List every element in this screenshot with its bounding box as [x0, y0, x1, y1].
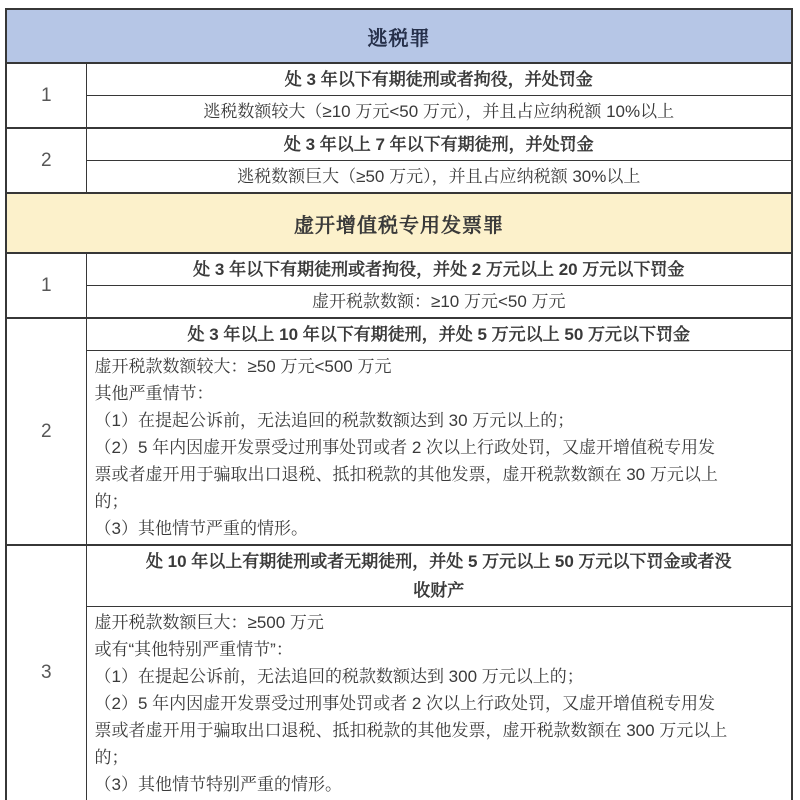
condition-line: （2）5 年内因虚开发票受过刑事处罚或者 2 次以上行政处罚，又虚开增值税专用发: [94, 694, 716, 713]
table-row: [6, 286, 792, 319]
sentence-cell: [86, 253, 792, 286]
sentence-cell: [86, 63, 792, 96]
condition-line: 票或者虚开用于骗取出口退税、抵扣税款的其他发票，虚开税款数额在 300 万元以上: [94, 721, 728, 740]
condition-line: 逃税数额巨大（≥50 万元），并且占应纳税额 30%以上: [237, 167, 641, 186]
sentence-cell: [86, 318, 792, 351]
row-number: 2: [6, 128, 86, 193]
condition-line: 逃税数额较大（≥10 万元<50 万元），并且占应纳税额 10%以上: [203, 102, 675, 121]
condition-cell: [86, 351, 792, 546]
section-header-tax-evasion: [6, 9, 792, 63]
sentence-line: 处 3 年以上 10 年以下有期徒刑，并处 5 万元以上 50 万元以下罚金: [187, 325, 690, 344]
table-row: [6, 545, 792, 607]
condition-line: 虚开税款数额巨大：≥500 万元: [94, 613, 324, 632]
table-row: [6, 128, 792, 161]
table-row: [6, 96, 792, 129]
condition-cell: [86, 607, 792, 800]
condition-line: 或有“其他特别严重情节”：: [94, 640, 293, 659]
table-row: [6, 318, 792, 351]
condition-cell: [86, 161, 792, 194]
condition-line: （2）5 年内因虚开发票受过刑事处罚或者 2 次以上行政处罚，又虚开增值税专用发: [94, 438, 716, 457]
condition-line: 虚开税款数额较大：≥50 万元<500 万元: [94, 357, 392, 376]
section-header-vat-invoice: [6, 193, 792, 253]
condition-line: （3）其他情节特别严重的情形。: [94, 775, 342, 794]
row-number: 1: [6, 63, 86, 128]
condition-cell: [86, 286, 792, 319]
condition-line: 其他严重情节：: [94, 384, 214, 403]
condition-line: 虚开税款数额：≥10 万元<50 万元: [311, 292, 566, 311]
condition-line: 票或者虚开用于骗取出口退税、抵扣税款的其他发票，虚开税款数额在 30 万元以上: [94, 465, 718, 484]
row-number: 1: [6, 253, 86, 318]
table-row: [6, 253, 792, 286]
condition-line: 的；: [94, 748, 129, 767]
row-number: 3: [6, 545, 86, 800]
penalty-table: [5, 8, 793, 800]
table-row: [6, 63, 792, 96]
table-row: [6, 607, 792, 800]
sentence-cell: [86, 545, 792, 607]
section-title: 虚开增值税专用发票罪: [6, 193, 792, 253]
sentence-cell: [86, 128, 792, 161]
row-number: 2: [6, 318, 86, 545]
section-title: 逃税罪: [6, 9, 792, 63]
condition-line: （1）在提起公诉前，无法追回的税款数额达到 300 万元以上的；: [94, 667, 584, 686]
sentence-line: 处 3 年以下有期徒刑或者拘役，并处罚金: [284, 70, 593, 89]
condition-line: （3）其他情节严重的情形。: [94, 519, 308, 538]
sentence-line: 收财产: [413, 581, 465, 600]
table-row: [6, 161, 792, 194]
sentence-line: 处 3 年以下有期徒刑或者拘役，并处 2 万元以上 20 万元以下罚金: [193, 260, 685, 279]
condition-cell: [86, 96, 792, 129]
table-row: [6, 351, 792, 546]
sentence-line: 处 10 年以上有期徒刑或者无期徒刑，并处 5 万元以上 50 万元以下罚金或者没: [145, 552, 732, 571]
condition-line: 的；: [94, 492, 129, 511]
sentence-line: 处 3 年以上 7 年以下有期徒刑，并处罚金: [283, 135, 594, 154]
condition-line: （1）在提起公诉前，无法追回的税款数额达到 30 万元以上的；: [94, 411, 575, 430]
